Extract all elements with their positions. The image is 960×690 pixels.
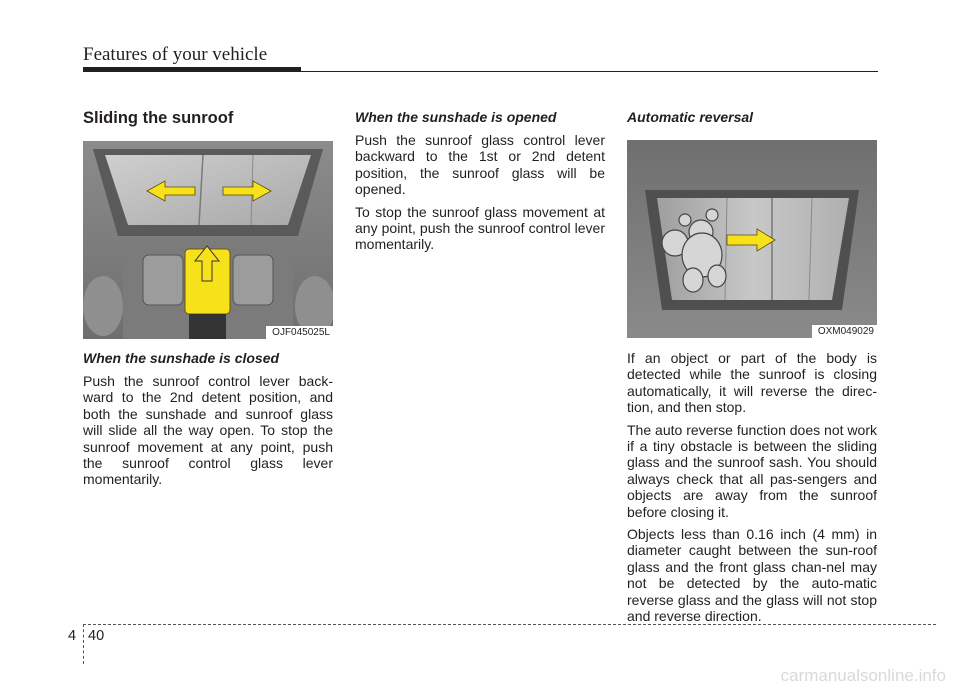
column-sunshade-opened: [355, 108, 605, 259]
auto-reverse-illustration: [627, 140, 877, 338]
subheading-sunshade-closed: When the sunshade is closed: [83, 350, 280, 366]
figure-automatic-reversal: [627, 140, 877, 338]
header-rule-thin: [83, 71, 878, 72]
heading-sliding-sunroof: Sliding the sunroof: [83, 109, 234, 127]
paragraph: If an object or part of the body is detected while the sunroof is closing automatically, it will reverse the direc-tion, and then stop.: [627, 350, 877, 416]
paragraph: The auto reverse function does not work if a tiny obstacle is between the sliding glass and the sunroof sash. You should always check that all pas-sengers and objects are away from the sunroof before closing it.: [627, 421, 877, 520]
column-automatic-reversal: [627, 108, 877, 631]
footer-divider: [83, 624, 84, 664]
chapter-number: 4: [68, 628, 77, 644]
paragraph: Push the sunroof glass control lever backward to the 1st or 2nd detent position, the sunroof glass will be opened.: [355, 132, 605, 198]
sunroof-lever-illustration: [83, 141, 333, 339]
figure-code: OXM049029: [812, 325, 877, 338]
subheading-sunshade-opened: When the sunshade is opened: [355, 109, 557, 125]
paragraph: Objects less than 0.16 inch (4 mm) in diameter caught between the sun-roof glass and the front glass chan-nel may not be detected by the auto-matic reverse glass and the glass will not stop and reverse direction.: [627, 526, 877, 625]
paragraph: Push the sunroof control lever back-ward to the 2nd detent position, and both the sunshade and sunroof glass will slide all the way open. To stop the sunroof movement at any point, push the sunroof control glass lever momentarily.: [83, 373, 333, 488]
page-number: 40: [88, 628, 105, 644]
column-sliding-sunroof: [83, 108, 333, 494]
section-header: Features of your vehicle: [83, 44, 268, 65]
paragraph: To stop the sunroof glass movement at any point, push the sunroof control lever momentarily.: [355, 203, 605, 253]
subheading-automatic-reversal: Automatic reversal: [627, 109, 754, 125]
figure-sunroof-control-lever: [83, 141, 333, 339]
figure-code: OJF045025L: [266, 326, 333, 339]
footer-rule: [83, 624, 936, 625]
watermark: carmanualsonline.info: [780, 666, 946, 685]
